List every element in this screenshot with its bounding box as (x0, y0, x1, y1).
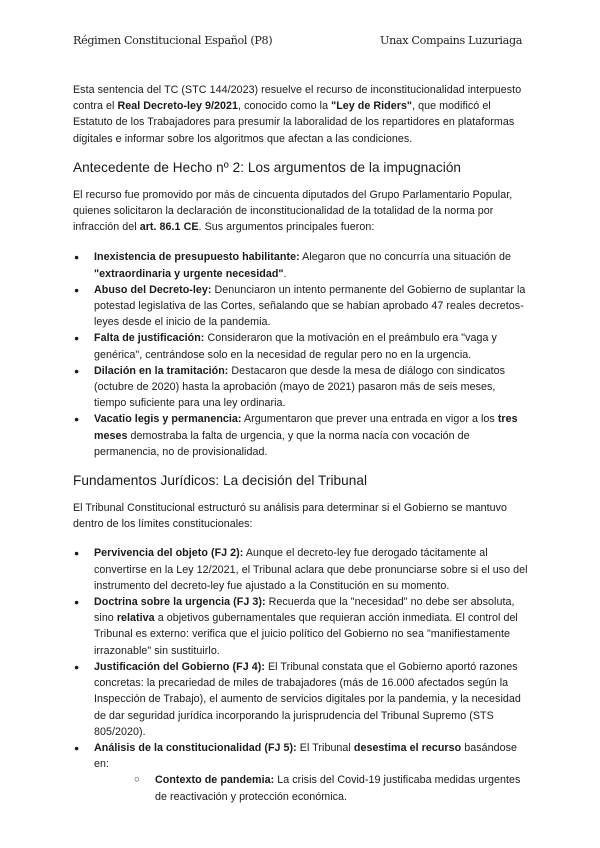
list-item-text: El Tribunal constata que el Gobierno aportó razones concretas: la precariedad de miles de trabajadores (más de 16.000 afectados según la Inspección de Trabajo), el aumento de servicios digitales por la pandemia, y la necesidad de dar seguridad jurídica incorporando la jurisprudencia del Tribunal Supremo (STS 805/2020). (94, 660, 521, 738)
list-item-text: Destacaron que desde la mesa de diálogo con sindicatos (octubre de 2020) hasta la aprobación (mayo de 2021) pasaron más de seis meses, tiempo suficiente para una ley ordinaria. (94, 364, 506, 410)
document-body (73, 82, 529, 805)
list-item-label: Inexistencia de presupuesto habilitante: (94, 251, 300, 264)
section-heading-antecedente: Antecedente de Hecho nº 2: Los argumentos de la impugnación (73, 159, 462, 175)
list-item-emphasis: relativa (116, 612, 155, 625)
list-item-text: Denunciaron un intento permanente del Gobierno de suplantar la potestad legislativa de las Cortes, señalando que se habían aprobado 47 reales decretos-leyes desde el inicio de la pandemia. (94, 283, 526, 329)
list-item (73, 249, 529, 281)
list-item (73, 363, 529, 412)
sub-list-item-text: La crisis del Covid-19 justificaba medidas urgentes de reactivación y protección económica. (155, 774, 521, 803)
list-item (73, 330, 529, 362)
antecedente-list (73, 249, 529, 460)
header-course-title: Régimen Constitucional Español (P8) (73, 34, 273, 47)
list-item-text: El Tribunal (296, 741, 354, 754)
list-item-label: Falta de justificación: (94, 332, 205, 345)
list-item (73, 659, 529, 740)
article-reference: art. 86.1 CE (139, 221, 199, 234)
intro-text: , conocido como la (238, 100, 332, 113)
list-item-text: basándose en: (94, 741, 517, 771)
list-item (73, 594, 529, 659)
list-item-label: Análisis de la constitucionalidad (FJ 5): (94, 741, 297, 754)
list-item (73, 282, 529, 331)
intro-text: , que modificó el Estatuto de los Trabajadores para presumir la laboralidad de los repartidores en plataformas digitales e informar sobre los algoritmos que afectan a las condiciones. (73, 100, 515, 145)
fundamentos-paragraph: El Tribunal Constitucional estructuró su análisis para determinar si el Gobierno se mantuvo dentro de los límites constitucionales: (73, 502, 508, 531)
paragraph-text: El recurso fue promovido por más de cincuenta diputados del Grupo Parlamentario Popular, quienes solicitaron la declaración de inconstitucionalidad de la totalidad de la norma por infracción del (73, 188, 513, 234)
section-heading-fundamentos: Fundamentos Jurídicos: La decisión del Tribunal (73, 473, 368, 489)
header-author: Unax Compains Luzuriaga (380, 34, 523, 47)
list-item-text: Recuerda que la "necesidad" no debe ser absoluta, sino (94, 596, 515, 625)
list-item-text: Aunque el decreto-ley fue derogado tácitamente al convertirse en la Ley 12/2021, el Tribunal aclara que debe pronunciarse sobre si el uso del instrumento del decreto-ley fue ajustado a la Constitución en su momento. (94, 547, 528, 592)
list-item-label: Justificación del Gobierno (FJ 4): (94, 660, 265, 673)
sub-list (94, 772, 529, 804)
list-item-label: Doctrina sobre la urgencia (FJ 3): (94, 596, 266, 609)
list-item-text: Alegaron que no concurría una situación de (299, 251, 512, 264)
antecedente-paragraph (73, 187, 529, 236)
list-item-label: Abuso del Decreto-ley: (94, 283, 212, 296)
paragraph-text: . Sus argumentos principales fueron: (198, 221, 375, 234)
list-item-label: Pervivencia del objeto (FJ 2): (94, 547, 244, 560)
list-item-text: . (283, 267, 287, 280)
list-item-text: a objetivos gubernamentales que requieran acción inmediata. El control del Tribunal es externo: verifica que el juicio político del Gobierno no sea "manifiestamente irrazonable" sin sustituirlo. (94, 612, 518, 657)
list-item-label: Vacatio legis y permanencia: (94, 413, 242, 426)
list-item-text: Consideraron que la motivación en el preámbulo era "vaga y genérica", centrándose solo en la necesidad de regular pero no en la urgencia. (94, 332, 497, 361)
list-item (73, 411, 529, 460)
intro-law-name: "Ley de Riders" (331, 100, 413, 113)
sub-list-item (94, 772, 529, 804)
intro-paragraph (73, 82, 529, 147)
list-item-label: Dilación en la tramitación: (94, 364, 229, 377)
fundamentos-list (73, 545, 529, 804)
intro-text: Esta sentencia del TC (STC 144/2023) resuelve el recurso de inconstitucionalidad interpuesto contra el (73, 84, 522, 113)
list-item-text: Argumentaron que prever una entrada en vigor a los (241, 413, 498, 426)
list-item-emphasis: desestima el recurso (353, 741, 462, 754)
list-item-text: demostraba la falta de urgencia, y que la norma nacía con vocación de permanencia, no de provisionalidad. (94, 429, 470, 458)
list-item-emphasis: tres meses (94, 413, 518, 442)
intro-decree: Real Decreto-ley 9/2021 (117, 100, 239, 113)
sub-list-item-label: Contexto de pandemia: (155, 774, 275, 787)
list-item-emphasis: "extraordinaria y urgente necesidad" (94, 267, 284, 280)
list-item (73, 545, 529, 594)
list-item (73, 740, 529, 805)
